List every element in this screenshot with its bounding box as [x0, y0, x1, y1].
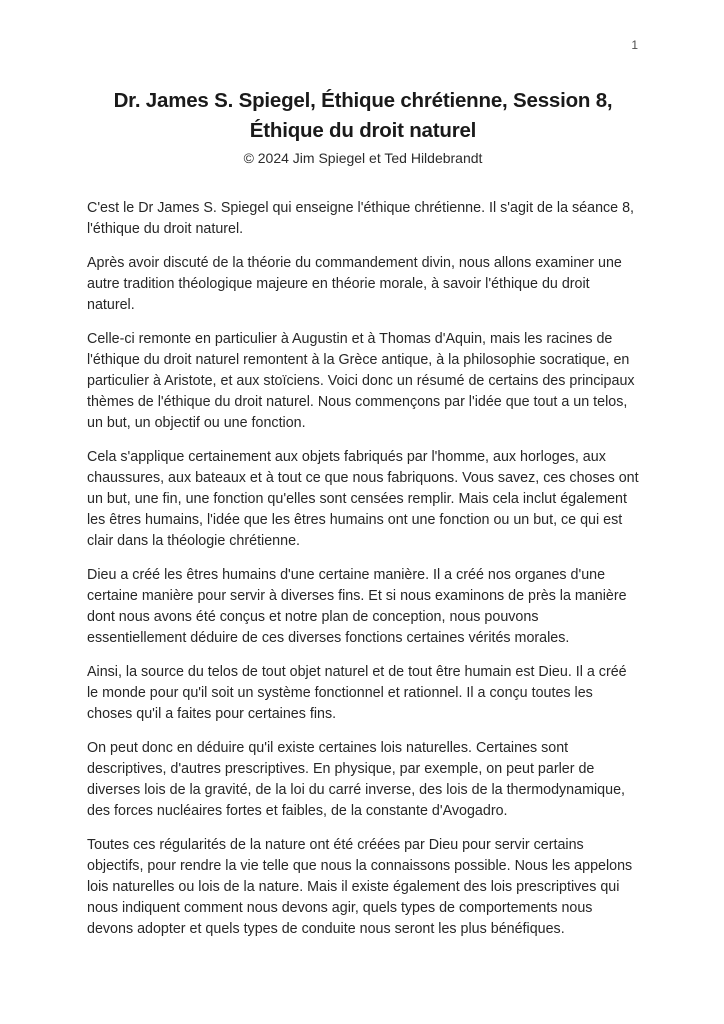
document-title-line-1: Dr. James S. Spiegel, Éthique chrétienne, Session 8,: [113, 89, 613, 112]
document-title: [87, 86, 639, 146]
copyright-line: © 2024 Jim Spiegel et Ted Hildebrandt: [243, 150, 483, 166]
paragraph: Cela s'applique certainement aux objets fabriqués par l'homme, aux horloges, aux chaussures, aux bateaux et à tout ce que nous fabriquons. Vous savez, ces choses ont un but, une fin, une fonction qu'elles sont censées remplir. Mais cela inclut également les êtres humains, l'idée que les êtres humains ont une fonction ou un but, ce qui est clair dans la théologie chrétienne.: [87, 449, 639, 549]
document-title-line-2: Éthique du droit naturel: [249, 119, 477, 142]
paragraph: On peut donc en déduire qu'il existe certaines lois naturelles. Certaines sont descriptives, d'autres prescriptives. En physique, par exemple, on peut parler de diverses lois de la gravité, de la loi du carré inverse, des lois de la thermodynamique, des forces nucléaires fortes et faibles, de la constante d'Avogadro.: [87, 740, 625, 819]
paragraph: Celle-ci remonte en particulier à Augustin et à Thomas d'Aquin, mais les racines de l'éthique du droit naturel remontent à la Grèce antique, à la philosophie socratique, en particulier à Aristote, et aux stoïciens. Voici donc un résumé de certains des principaux thèmes de l'éthique du droit naturel. Nous commençons par l'idée que tout a un telos, un but, un objectif ou une fonction.: [87, 331, 635, 431]
paragraph: Toutes ces régularités de la nature ont été créées par Dieu pour servir certains objectifs, pour rendre la vie telle que nous la connaissons possible. Nous les appelons lois naturelles ou lois de la nature. Mais il existe également des lois prescriptives qui nous indiquent comment nous devons agir, quels types de comportements nous devons adopter et quels types de conduite nous seront les plus bénéfiques.: [87, 837, 633, 937]
paragraph: Après avoir discuté de la théorie du commandement divin, nous allons examiner une autre tradition théologique majeure en théorie morale, à savoir l'éthique du droit naturel.: [87, 255, 622, 313]
paragraph: Ainsi, la source du telos de tout objet naturel et de tout être humain est Dieu. Il a créé le monde pour qu'il soit un système fonctionnel et rationnel. Il a conçu toutes les choses qu'il a faites pour certaines fins.: [87, 664, 627, 722]
paragraph: Dieu a créé les êtres humains d'une certaine manière. Il a créé nos organes d'une certaine manière pour servir à diverses fins. Et si nous examinons de près la manière dont nous avons été conçus et notre plan de conception, nous pouvons essentiellement déduire de ces diverses fonctions certaines vérités morales.: [87, 567, 627, 646]
document-body: [87, 198, 639, 940]
paragraph: C'est le Dr James S. Spiegel qui enseigne l'éthique chrétienne. Il s'agit de la séance 8, l'éthique du droit naturel.: [87, 200, 635, 237]
page-number: 1: [631, 38, 638, 52]
